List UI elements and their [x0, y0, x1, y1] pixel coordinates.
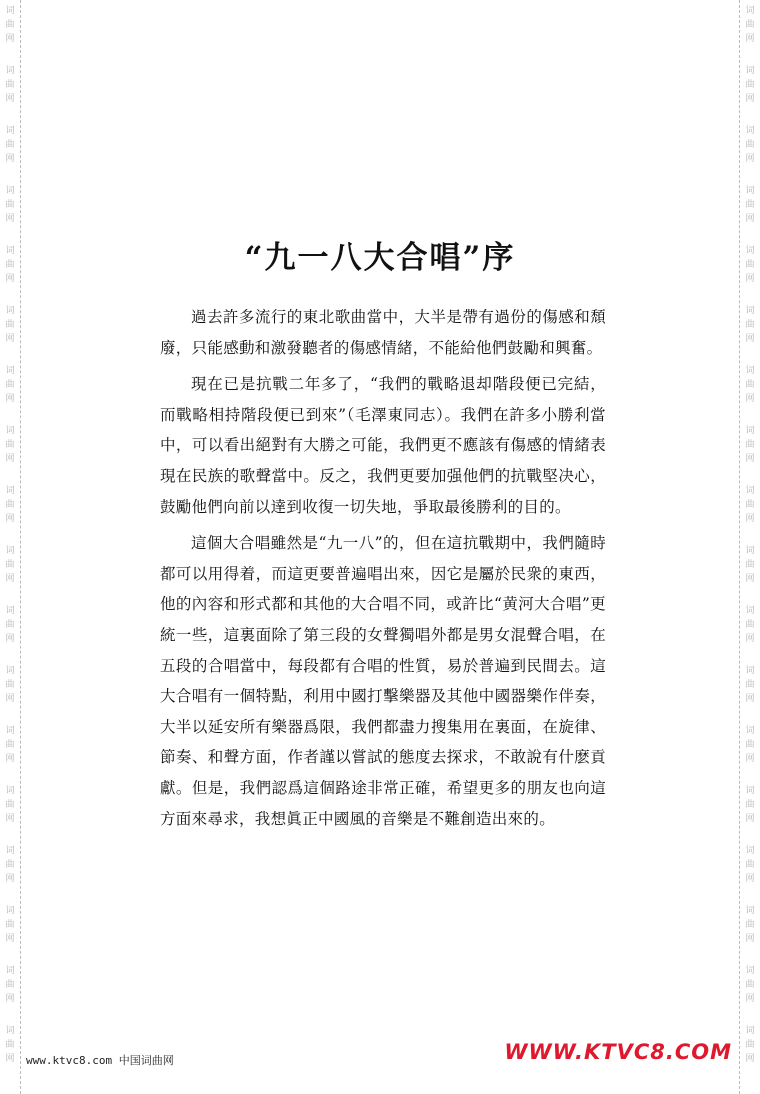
watermark-char: 曲	[5, 680, 15, 690]
watermark-char: 曲	[745, 980, 755, 990]
watermark-char: 网	[5, 994, 15, 1004]
watermark-char: 曲	[5, 140, 15, 150]
paragraph-2: 現在已是抗戰二年多了，“我們的戰略退却階段便已完結，而戰略相持階段便已到來”（毛澤東同志）。我們在許多小勝利當中，可以看出絕對有大勝之可能，我們更不應該有傷感的情緒表現在民族的歌聲當中。反之，我們更要加强他們的抗戰堅决心，鼓勵他們向前以達到收復一切失地，爭取最後勝利的目的。	[160, 375, 606, 516]
watermark-char: 网	[5, 1054, 15, 1064]
watermark-char: 曲	[5, 260, 15, 270]
watermark-char: 词	[5, 126, 15, 136]
watermark-char: 词	[5, 66, 15, 76]
watermark-char: 曲	[5, 620, 15, 630]
watermark-group	[740, 4, 760, 46]
watermark-char: 词	[5, 426, 15, 436]
watermark-char: 网	[5, 874, 15, 884]
watermark-char: 曲	[5, 440, 15, 450]
watermark-char: 网	[745, 574, 755, 584]
watermark-char: 词	[745, 6, 755, 16]
watermark-char: 词	[5, 786, 15, 796]
watermark-char: 网	[5, 334, 15, 344]
watermark-char: 曲	[745, 440, 755, 450]
watermark-char: 网	[745, 214, 755, 224]
watermark-group	[0, 424, 20, 466]
footer-logo: WWW.KTVC8.COM	[504, 1040, 732, 1064]
watermark-char: 曲	[745, 320, 755, 330]
watermark-char: 曲	[5, 20, 15, 30]
watermark-char: 词	[745, 246, 755, 256]
watermark-char: 曲	[745, 860, 755, 870]
footer-site-text: www.ktvc8.com 中国词曲网	[26, 1054, 174, 1067]
watermark-char: 词	[5, 246, 15, 256]
watermark-char: 词	[745, 126, 755, 136]
watermark-char: 网	[745, 94, 755, 104]
watermark-char: 词	[5, 366, 15, 376]
watermark-char: 词	[745, 726, 755, 736]
watermark-char: 曲	[5, 560, 15, 570]
watermark-char: 网	[5, 754, 15, 764]
watermark-char: 网	[745, 514, 755, 524]
watermark-char: 曲	[5, 80, 15, 90]
watermark-group	[740, 544, 760, 586]
watermark-char: 网	[5, 454, 15, 464]
watermark-char: 网	[745, 334, 755, 344]
watermark-char: 网	[5, 274, 15, 284]
watermark-group	[0, 544, 20, 586]
watermark-char: 词	[745, 606, 755, 616]
watermark-char: 曲	[745, 140, 755, 150]
watermark-char: 词	[745, 186, 755, 196]
watermark-char: 网	[5, 694, 15, 704]
watermark-char: 网	[5, 394, 15, 404]
watermark-char: 词	[5, 906, 15, 916]
watermark-group	[0, 4, 20, 46]
watermark-group	[740, 64, 760, 106]
watermark-char: 曲	[5, 200, 15, 210]
watermark-group	[740, 304, 760, 346]
paragraph-3: 這個大合唱雖然是“九一八”的，但在這抗戰期中，我們隨時都可以用得着，而這更要普遍唱出來，因它是屬於民衆的東西，他的內容和形式都和其他的大合唱不同，或許比“黄河大合唱”更統一些，這裏面除了第三段的女聲獨唱外都是男女混聲合唱，在五段的合唱當中，每段都有合唱的性質，易於普遍到民間去。這大合唱有一個特點，利用中國打擊樂器及其他中國器樂作伴奏，大半以延安所有樂器爲限，我們都盡力搜集用在裏面，在旋律、節奏、和聲方面，作者謹以嘗試的態度去探求，不敢說有什麽貢獻。但是，我們認爲這個路途非常正確，希望更多的朋友也向這方面來尋求，我想眞正中國風的音樂是不難創造出來的。	[160, 534, 606, 828]
watermark-char: 词	[5, 546, 15, 556]
watermark-char: 网	[5, 34, 15, 44]
watermark-char: 曲	[745, 560, 755, 570]
watermark-char: 词	[745, 426, 755, 436]
watermark-group	[0, 904, 20, 946]
watermark-char: 网	[745, 934, 755, 944]
watermark-group	[740, 604, 760, 646]
watermark-group	[740, 184, 760, 226]
watermark-char: 词	[5, 966, 15, 976]
watermark-char: 网	[5, 574, 15, 584]
watermark-char: 曲	[5, 380, 15, 390]
watermark-group	[0, 964, 20, 1006]
right-watermark-strip	[739, 0, 760, 1094]
watermark-char: 曲	[745, 80, 755, 90]
watermark-char: 词	[5, 306, 15, 316]
watermark-char: 词	[745, 906, 755, 916]
watermark-char: 网	[745, 754, 755, 764]
watermark-char: 词	[5, 666, 15, 676]
watermark-char: 网	[745, 994, 755, 1004]
watermark-char: 网	[745, 634, 755, 644]
watermark-char: 曲	[745, 200, 755, 210]
watermark-char: 曲	[5, 1040, 15, 1050]
watermark-char: 词	[745, 1026, 755, 1036]
watermark-char: 网	[745, 1054, 755, 1064]
watermark-group	[0, 604, 20, 646]
watermark-char: 网	[745, 694, 755, 704]
watermark-group	[740, 664, 760, 706]
watermark-group	[740, 844, 760, 886]
watermark-group	[0, 184, 20, 226]
watermark-group	[0, 364, 20, 406]
watermark-char: 网	[5, 154, 15, 164]
watermark-group	[740, 484, 760, 526]
watermark-char: 网	[5, 634, 15, 644]
watermark-group	[0, 124, 20, 166]
watermark-char: 词	[5, 1026, 15, 1036]
watermark-char: 曲	[745, 260, 755, 270]
watermark-char: 曲	[5, 320, 15, 330]
watermark-char: 网	[745, 34, 755, 44]
watermark-char: 曲	[5, 740, 15, 750]
watermark-group	[0, 724, 20, 766]
watermark-char: 曲	[745, 800, 755, 810]
watermark-char: 词	[745, 486, 755, 496]
watermark-char: 词	[5, 606, 15, 616]
watermark-char: 词	[745, 846, 755, 856]
preface-body	[160, 302, 606, 840]
watermark-group	[0, 304, 20, 346]
watermark-char: 曲	[5, 500, 15, 510]
watermark-char: 词	[5, 6, 15, 16]
watermark-char: 词	[5, 486, 15, 496]
watermark-char: 网	[745, 394, 755, 404]
watermark-char: 词	[745, 546, 755, 556]
watermark-char: 曲	[745, 500, 755, 510]
watermark-group	[740, 724, 760, 766]
watermark-char: 网	[745, 814, 755, 824]
page-title: “九一八大合唱”序	[244, 240, 516, 276]
watermark-group	[0, 1024, 20, 1066]
watermark-group	[0, 844, 20, 886]
watermark-char: 曲	[745, 380, 755, 390]
watermark-group	[740, 364, 760, 406]
watermark-char: 词	[745, 966, 755, 976]
watermark-char: 词	[745, 666, 755, 676]
watermark-char: 曲	[745, 20, 755, 30]
watermark-char: 曲	[745, 680, 755, 690]
watermark-char: 网	[745, 454, 755, 464]
watermark-char: 词	[745, 306, 755, 316]
watermark-char: 网	[5, 514, 15, 524]
left-watermark-strip	[0, 0, 21, 1094]
watermark-char: 词	[745, 66, 755, 76]
watermark-char: 词	[5, 846, 15, 856]
watermark-char: 词	[745, 786, 755, 796]
watermark-char: 网	[745, 154, 755, 164]
watermark-char: 网	[745, 274, 755, 284]
watermark-group	[740, 424, 760, 466]
watermark-char: 词	[5, 186, 15, 196]
watermark-group	[0, 484, 20, 526]
watermark-group	[740, 904, 760, 946]
watermark-char: 曲	[745, 620, 755, 630]
watermark-char: 网	[5, 934, 15, 944]
watermark-char: 曲	[745, 740, 755, 750]
watermark-char: 网	[5, 814, 15, 824]
watermark-group	[740, 784, 760, 826]
watermark-char: 词	[5, 726, 15, 736]
watermark-char: 曲	[5, 800, 15, 810]
watermark-char: 网	[5, 214, 15, 224]
watermark-char: 网	[5, 94, 15, 104]
watermark-char: 词	[745, 366, 755, 376]
watermark-group	[0, 64, 20, 106]
watermark-char: 网	[745, 874, 755, 884]
watermark-group	[740, 1024, 760, 1066]
watermark-char: 曲	[5, 920, 15, 930]
watermark-group	[0, 784, 20, 826]
watermark-group	[740, 964, 760, 1006]
watermark-char: 曲	[5, 860, 15, 870]
watermark-group	[0, 664, 20, 706]
paragraph-1: 過去許多流行的東北歌曲當中，大半是帶有過份的傷感和頹廢，只能感動和激發聽者的傷感情緒，不能給他們鼓勵和興奮。	[160, 308, 606, 357]
watermark-char: 曲	[745, 1040, 755, 1050]
watermark-char: 曲	[745, 920, 755, 930]
watermark-group	[740, 124, 760, 166]
watermark-char: 曲	[5, 980, 15, 990]
